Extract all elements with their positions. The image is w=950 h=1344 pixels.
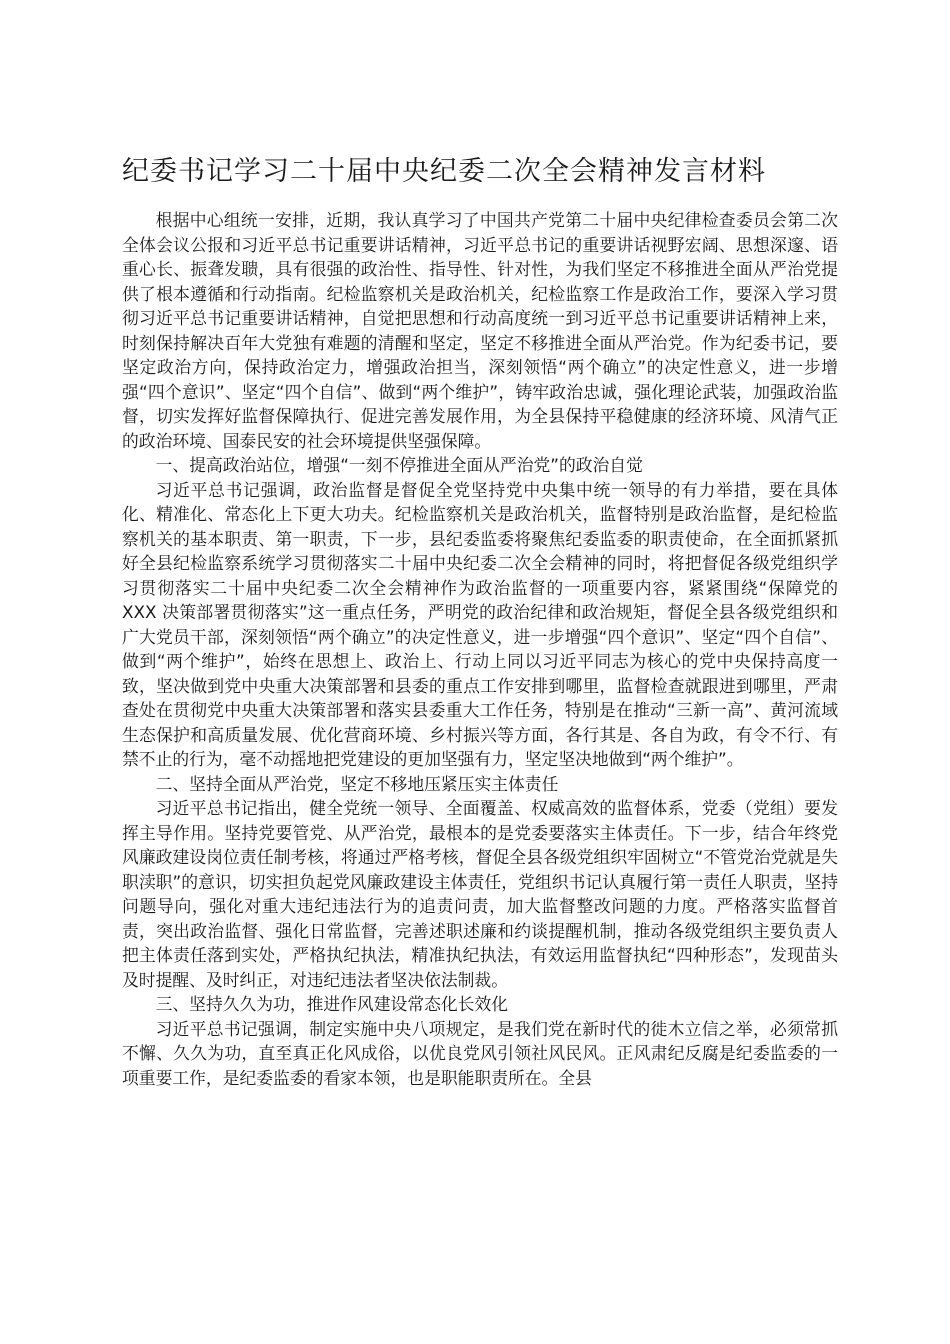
intro-paragraph: 根据中心组统一安排，近期，我认真学习了中国共产党第二十届中央纪律检查委员会第二次全体会议公报和习近平总书记重要讲话精神，习近平总书记的重要讲话视野宏阔、思想深邃、语重心长、振聋发聩，具有很强的政治性、指导性、针对性，为我们坚定不移推进全面从严治党提供了根本遵循和行动指南。纪检监察机关是政治机关，纪检监察工作是政治工作，要深入学习贯彻习近平总书记重要讲话精神，自觉把思想和行动高度统一到习近平总书记重要讲话精神上来，时刻保持解决百年大党独有难题的清醒和坚定，坚定不移推进全面从严治党。作为纪委书记，要坚定政治方向，保持政治定力，增强政治担当，深刻领悟“两个确立”的决定性意义，进一步增强“四个意识”、坚定“四个自信”、做到“两个维护”，铸牢政治忠诚，强化理论武装，加强政治监督，切实发挥好监督保障执行、促进完善发展作用，为全县保持平稳健康的经济环境、风清气正的政治环境、国泰民安的社会环境提供坚强保障。 bbox=[122, 210, 838, 451]
section-body: 习近平总书记强调，政治监督是督促全党坚持党中央集中统一领导的有力举措，要在具体化、精准化、常态化上下更大功夫。纪检监察机关是政治机关，监督特别是政治监督，是纪检监察机关的基本职责、第一职责，下一步，县纪委监委将聚焦纪委监委的职责使命，在全面抓紧抓好全县纪检监察系统学习贯彻落实二十届中央纪委二次全会精神的同时，将把督促各级党组织学习贯彻落实二十届中央纪委二次全会精神作为政治监督的一项重要内容，紧紧围绕“保障党的 XXX 决策部署贯彻落实”这一重点任务，严明党的政治纪律和政治规矩，督促全县各级党组织和广大党员干部，深刻领悟“两个确立”的决定性意义，进一步增强“四个意识”、坚定“四个自信”、做到“两个维护”，始终在思想上、政治上、行动上同以习近平同志为核心的党中央保持高度一致，坚决做到党中央重大决策部署和县委的重点工作安排到哪里，监督检查就跟进到哪里，严肃查处在贯彻党中央重大决策部署和落实县委重大工作任务，特别是在推动“三新一高”、黄河流域生态保护和高质量发展、优化营商环境、乡村振兴等方面，各行其是、各自为政，有令不行、有禁不止的行为，毫不动摇地把党建设的更加坚强有力，坚定坚决地做到“两个维护”。 bbox=[122, 479, 839, 769]
section-heading: 三、坚持久久为功，推进作风建设常态化长效化 bbox=[155, 994, 509, 1014]
section-body: 习近平总书记指出，健全党统一领导、全面覆盖、权威高效的监督体系，党委（党组）要发挥主导作用。坚持党要管党、从严治党，最根本的是党委要落实主体责任。下一步，结合年终党风廉政建设岗位责任制考核，将通过严格考核，督促全县各级党组织牢固树立“不管党治党就是失职渎职”的意识，切实担负起党风廉政建设主体责任，党组织书记认真履行第一责任人职责，坚持问题导向，强化对重大违纪违法行为的追责问责，加大监督整改问题的力度。严格落实监督首责，突出政治监督、强化日常监督，完善述职述廉和约谈提醒机制，推动各级党组织主要负责人把主体责任落到实处，严格执纪执法，精准执纪执法，有效运用监督执纪“四种形态”，发现苗头及时提醒、及时纠正，对违纪违法者坚决依法制裁。 bbox=[122, 798, 838, 990]
section-heading: 二、坚持全面从严治党，坚定不移地压紧压实主体责任 bbox=[155, 773, 559, 794]
document-page bbox=[122, 150, 838, 1090]
document-title: 纪委书记学习二十届中央纪委二次全会精神发言材料 bbox=[122, 156, 766, 187]
section-body: 习近平总书记强调，制定实施中央八项规定，是我们党在新时代的徙木立信之举，必须常抓不懈、久久为功，直至真正化风成俗，以优良党风引领社风民风。正风肃纪反腐是纪委监委的一项重要工作，是纪委监委的看家本领，也是职能职责所在。全县 bbox=[122, 1018, 838, 1088]
section-heading: 一、提高政治站位，增强“一刻不停推进全面从严治党”的政治自觉 bbox=[155, 455, 643, 475]
